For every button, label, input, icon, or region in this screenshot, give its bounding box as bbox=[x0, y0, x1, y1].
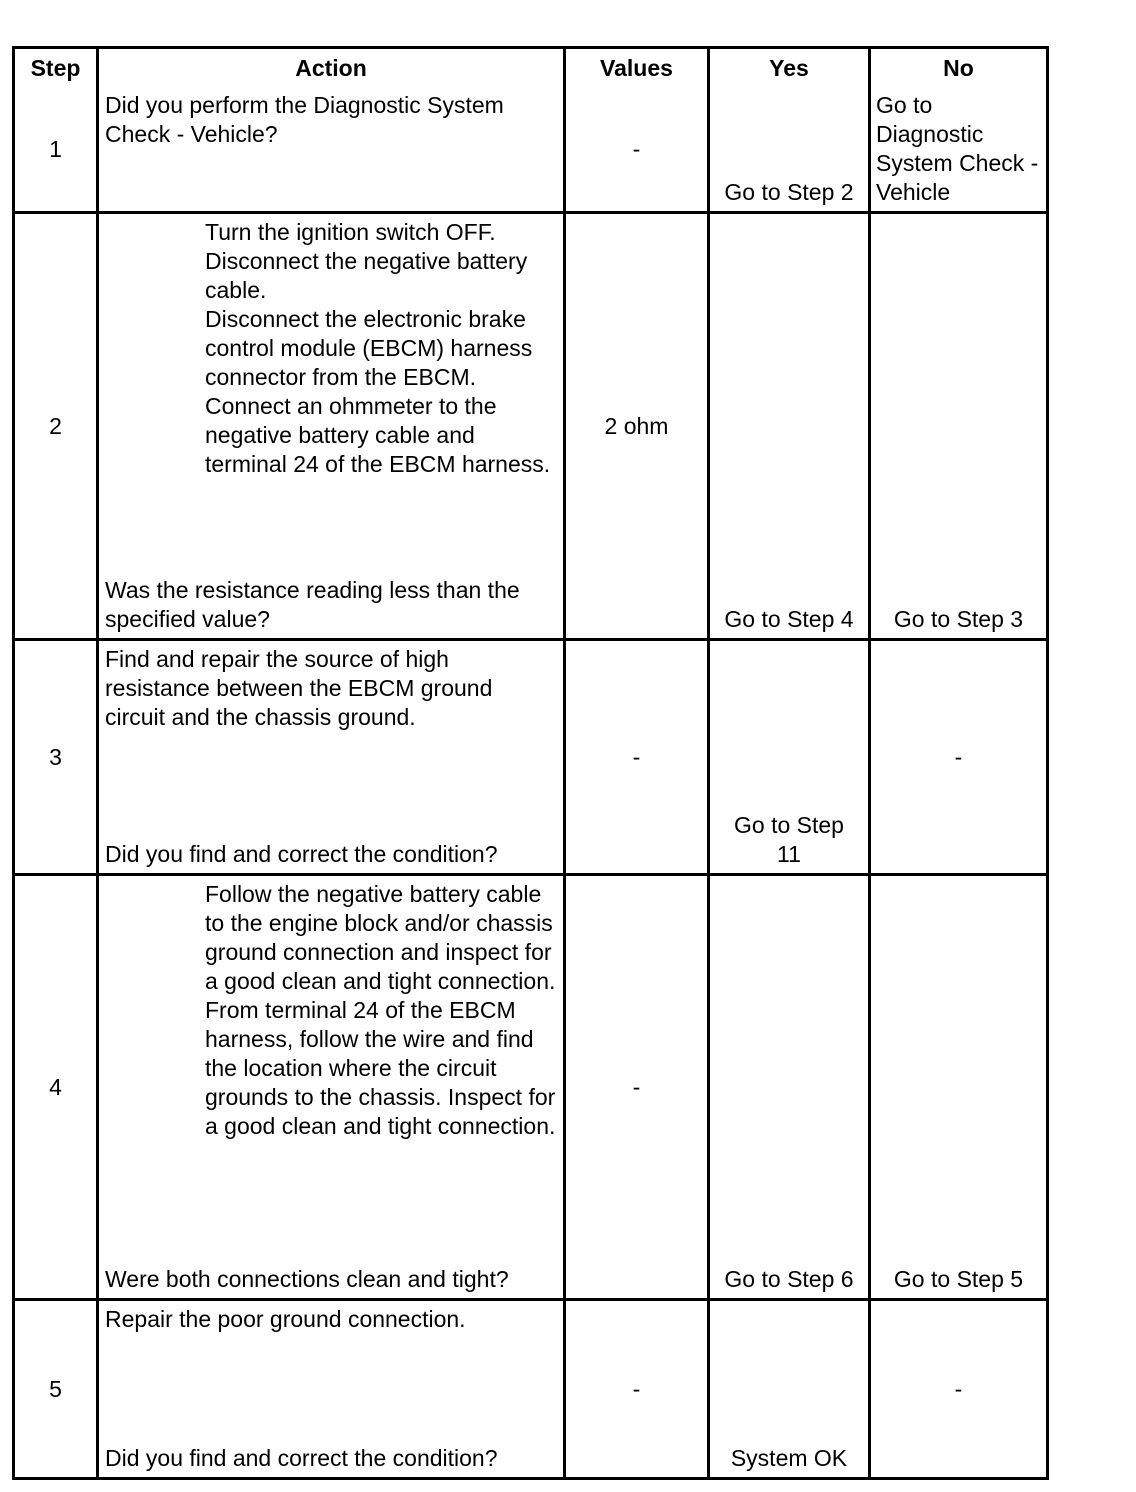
value-cell: - bbox=[566, 876, 710, 1301]
action-text: Find and repair the source of high resistance between the EBCM ground circuit and the chassis ground. bbox=[105, 646, 493, 730]
no-cell: - bbox=[954, 1375, 963, 1402]
yes-cell bbox=[710, 641, 871, 876]
step-number: 1 bbox=[15, 87, 99, 214]
header-row bbox=[15, 49, 1046, 87]
yes-text: Go to Step 4 bbox=[724, 606, 854, 632]
table-row bbox=[15, 1301, 1046, 1477]
table-row bbox=[15, 641, 1046, 876]
action-cell bbox=[99, 87, 566, 214]
action-cell bbox=[99, 876, 566, 1301]
table-row bbox=[15, 87, 1046, 214]
no-text: Go to Step 3 bbox=[893, 606, 1024, 632]
table-row bbox=[15, 876, 1046, 1301]
yes-text: Go to Step 6 bbox=[724, 1266, 854, 1292]
step-number: 4 bbox=[15, 876, 99, 1301]
header-values: Values bbox=[566, 49, 710, 87]
action-question: Did you find and correct the condition? bbox=[105, 1445, 498, 1471]
action-text: Did you perform the Diagnostic System Check - Vehicle? bbox=[105, 92, 504, 147]
step-number: 3 bbox=[15, 641, 99, 876]
yes-text: Go to Step 2 bbox=[724, 179, 854, 205]
value-cell: - bbox=[566, 641, 710, 876]
header-yes: Yes bbox=[710, 49, 871, 87]
step-number: 2 bbox=[15, 214, 99, 641]
yes-text: Go to Step 11 bbox=[734, 812, 844, 867]
action-question: Were both connections clean and tight? bbox=[105, 1266, 509, 1292]
diagnostic-table bbox=[12, 46, 1049, 1480]
action-question: Did you find and correct the condition? bbox=[105, 841, 498, 867]
no-text: Go to Step 5 bbox=[893, 1266, 1024, 1292]
header-no: No bbox=[943, 54, 974, 81]
yes-cell bbox=[710, 1301, 871, 1477]
no-cell bbox=[871, 876, 1046, 1301]
step-number: 5 bbox=[15, 1301, 99, 1477]
action-steps: Turn the ignition switch OFF. Disconnect the negative battery cable. Disconnect the electronic brake control module (EBCM) harness connector from the EBCM. Connect an ohmmeter to the negative battery cable and terminal 24 of the EBCM harness. bbox=[205, 219, 551, 477]
action-cell bbox=[99, 641, 566, 876]
value-cell: - bbox=[566, 87, 710, 214]
no-cell bbox=[871, 87, 1046, 214]
no-text: Go to Diagnostic System Check - Vehicle bbox=[876, 92, 1039, 205]
value-cell: 2 ohm bbox=[566, 214, 710, 641]
value-cell: - bbox=[566, 1301, 710, 1477]
yes-cell bbox=[710, 876, 871, 1301]
yes-cell bbox=[710, 87, 871, 214]
action-question: Was the resistance reading less than the specified value? bbox=[105, 577, 520, 632]
header-step: Step bbox=[15, 49, 99, 87]
table-row bbox=[15, 214, 1046, 641]
header-action: Action bbox=[99, 49, 566, 87]
yes-text: System OK bbox=[730, 1445, 848, 1471]
no-cell: - bbox=[871, 641, 1046, 876]
action-text: Repair the poor ground connection. bbox=[105, 1306, 466, 1332]
action-cell bbox=[99, 1301, 566, 1477]
no-cell bbox=[871, 214, 1046, 641]
action-cell bbox=[99, 214, 566, 641]
action-steps: Follow the negative battery cable to the engine block and/or chassis ground connection and inspect for a good clean and tight connection. From terminal 24 of the EBCM harness, follow the wire and find the location where the circuit grounds to the chassis. Inspect for a good clean and tight connection. bbox=[205, 881, 556, 1139]
yes-cell bbox=[710, 214, 871, 641]
